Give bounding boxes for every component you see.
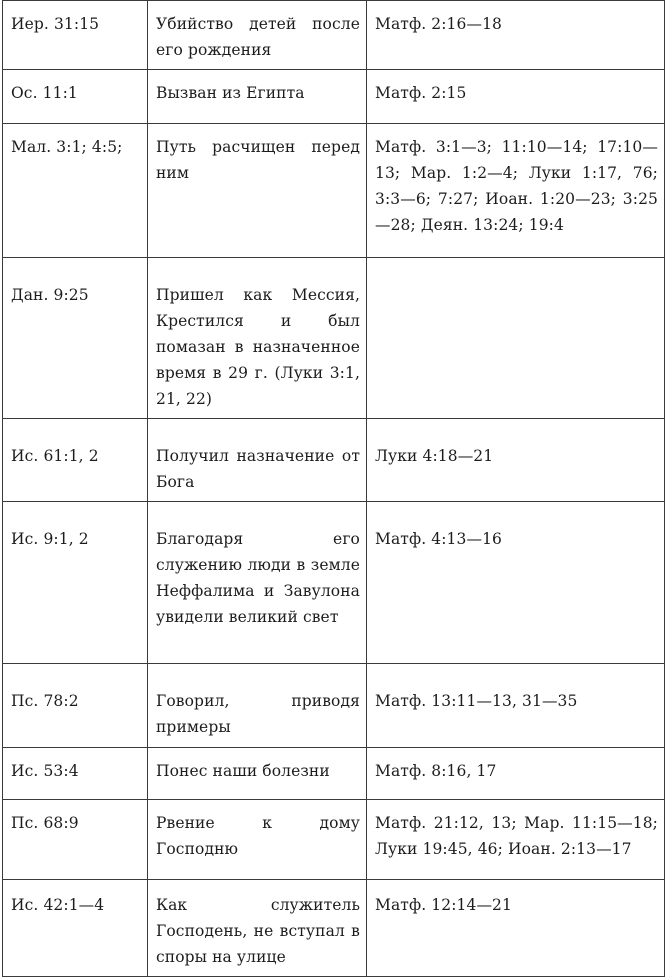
fulfillment-cell xyxy=(367,70,665,124)
prophecy-reference: Дан. 9:25 xyxy=(11,286,89,304)
fulfillment-cell xyxy=(367,1,665,70)
table-row xyxy=(3,748,665,800)
fulfillment-cell xyxy=(367,419,665,502)
fulfillment-reference: Матф. 21:12, 13; Мар. 11:15—18; Луки 19:45, 46; Иоан. 2:13—17 xyxy=(375,814,658,858)
fulfillment-reference: Матф. 2:16—18 xyxy=(375,15,503,33)
fulfillment-reference: Луки 4:18—21 xyxy=(375,447,494,465)
event-description: Рвение к дому Господню xyxy=(156,814,360,858)
fulfillment-cell xyxy=(367,124,665,258)
table-row xyxy=(3,800,665,880)
prophecy-reference-cell xyxy=(3,419,148,502)
prophecy-reference-cell xyxy=(3,664,148,748)
table-row xyxy=(3,880,665,977)
event-cell xyxy=(148,70,367,124)
event-description: Понес наши болезни xyxy=(156,762,330,780)
table-row xyxy=(3,664,665,748)
fulfillment-cell xyxy=(367,258,665,419)
prophecy-reference-cell xyxy=(3,800,148,880)
prophecy-reference: Ис. 42:1—4 xyxy=(11,896,105,914)
prophecy-reference: Ос. 11:1 xyxy=(11,84,78,102)
event-cell xyxy=(148,419,367,502)
event-description: Убийство детей после его рождения xyxy=(156,15,360,59)
event-description: Благодаря его служению люди в земле Неффалима и Завулона увидели великий свет xyxy=(156,530,360,626)
table-row xyxy=(3,502,665,664)
fulfillment-reference: Матф. 3:1—3; 11:10—14; 17:10—13; Мар. 1:2—4; Луки 1:17, 76; 3:3—6; 7:27; Иоан. 1:20—23; 3:25—28; Деян. 13:24; 19:4 xyxy=(375,138,658,234)
fulfillment-reference: Матф. 13:11—13, 31—35 xyxy=(375,692,578,710)
prophecy-reference: Мал. 3:1; 4:5; xyxy=(11,138,123,156)
fulfillment-cell xyxy=(367,664,665,748)
fulfillment-cell xyxy=(367,748,665,800)
event-description: Получил назначение от Бога xyxy=(156,447,360,491)
event-description: Как служитель Господень, не вступал в споры на улице xyxy=(156,896,360,966)
event-description: Вызван из Египта xyxy=(156,84,305,102)
event-cell xyxy=(148,880,367,977)
prophecy-reference: Ис. 9:1, 2 xyxy=(11,530,89,548)
table-row xyxy=(3,419,665,502)
fulfillment-reference: Матф. 2:15 xyxy=(375,84,467,102)
event-cell xyxy=(148,258,367,419)
event-cell xyxy=(148,1,367,70)
fulfillment-reference: Матф. 12:14—21 xyxy=(375,896,512,914)
fulfillment-reference: Матф. 8:16, 17 xyxy=(375,762,497,780)
event-cell xyxy=(148,664,367,748)
fulfillment-reference: Матф. 4:13—16 xyxy=(375,530,503,548)
prophecy-table xyxy=(2,0,665,977)
event-cell xyxy=(148,748,367,800)
prophecy-reference-cell xyxy=(3,502,148,664)
prophecy-reference: Ис. 53:4 xyxy=(11,762,79,780)
prophecy-reference-cell xyxy=(3,70,148,124)
event-description: Говорил, приводя примеры xyxy=(156,692,360,736)
table-row xyxy=(3,1,665,70)
fulfillment-cell xyxy=(367,880,665,977)
fulfillment-cell xyxy=(367,502,665,664)
prophecy-reference-cell xyxy=(3,258,148,419)
prophecy-reference-cell xyxy=(3,1,148,70)
event-cell xyxy=(148,124,367,258)
prophecy-reference: Ис. 61:1, 2 xyxy=(11,447,99,465)
prophecy-reference-cell xyxy=(3,748,148,800)
prophecy-reference-cell xyxy=(3,124,148,258)
table-row xyxy=(3,70,665,124)
event-description: Пришел как Мессия, Крестился и был помазан в назначенное время в 29 г. (Луки 3:1, 21, 22) xyxy=(156,286,360,408)
event-cell xyxy=(148,800,367,880)
table-row xyxy=(3,258,665,419)
prophecy-reference: Пс. 78:2 xyxy=(11,692,79,710)
prophecy-reference: Иер. 31:15 xyxy=(11,15,100,33)
table-row xyxy=(3,124,665,258)
event-description: Путь расчищен перед ним xyxy=(156,138,360,182)
fulfillment-cell xyxy=(367,800,665,880)
prophecy-reference-cell xyxy=(3,880,148,977)
event-cell xyxy=(148,502,367,664)
prophecy-reference: Пс. 68:9 xyxy=(11,814,79,832)
